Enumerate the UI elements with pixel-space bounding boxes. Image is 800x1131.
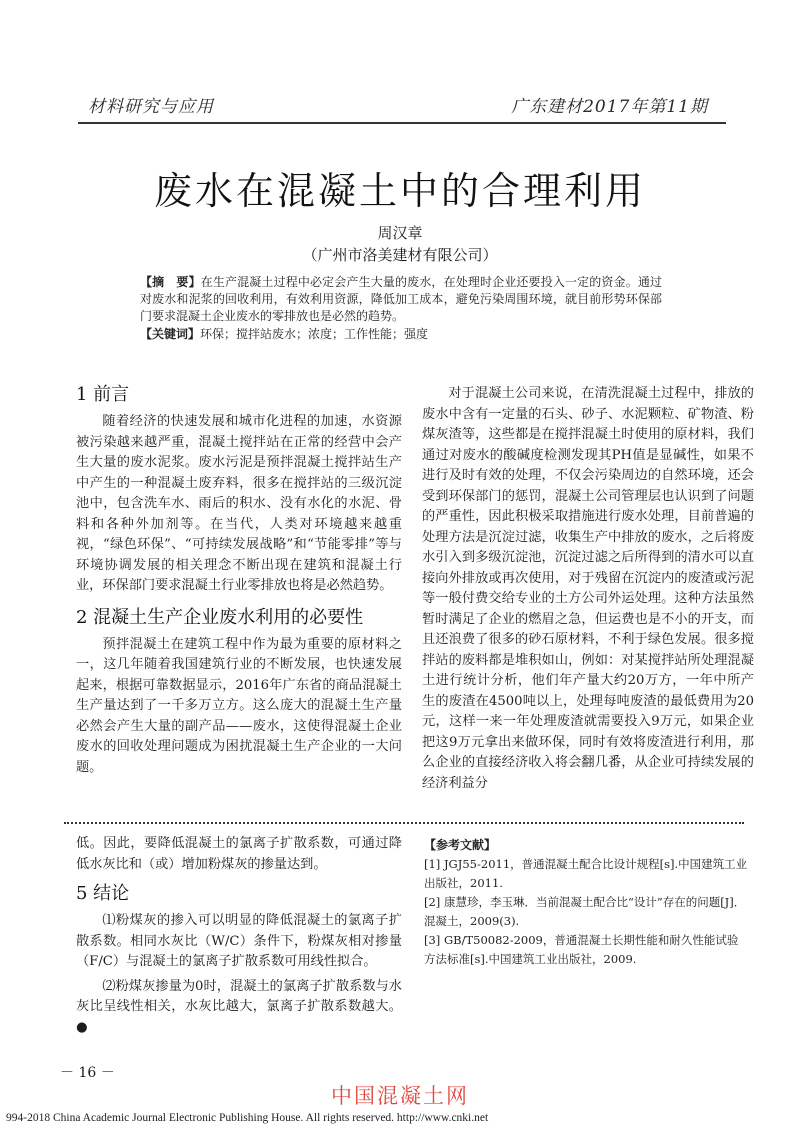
affiliation: （广州市洛美建材有限公司） (302, 246, 498, 264)
left-column-lower (76, 834, 402, 1038)
section-1-heading: 1 前言 (76, 384, 130, 405)
author: 周汉章 (377, 224, 423, 242)
abstract-label: 【摘 要】 (140, 275, 201, 289)
section-separator (64, 822, 744, 824)
page-number: － 16 － (60, 1065, 115, 1081)
journal-issue-label: 广东建材2017年第11期 (511, 97, 708, 117)
conclusion-item-1: ⑴粉煤灰的掺入可以明显的降低混凝土的氯离子扩散系数。相同水灰比（W/C）条件下，粉煤灰相对掺量（F/C）与混凝土的氯离子扩散系数可用线性拟合。 (76, 913, 402, 969)
reference-item: [1] JGJ55-2011，普通混凝土配合比设计规程[s].中国建筑工业出版社，2011. (424, 857, 748, 890)
reference-item: [3] GB/T50082-2009，普通混凝土长期性能和耐久性能试验方法标准[s].中国建筑工业出版社，2009. (424, 933, 739, 966)
references-heading: 【参考文献】 (424, 838, 497, 852)
copyright-footer: 994-2018 China Academic Journal Electronic Publishing House. All rights reserved. http://www.cnki.net (6, 1112, 489, 1124)
conclusion-heading: 5 结论 (76, 883, 130, 904)
references (424, 836, 748, 969)
reference-item: [2] 康慧珍，李玉琳．当前混凝土配合比“设计”存在的问题[J]．混凝土，2009(3). (424, 895, 746, 928)
continuation-paragraph: 低。因此，要降低混凝土的氯离子扩散系数，可通过降低水灰比和（或）增加粉煤灰的掺量达到。 (76, 836, 402, 872)
journal-section-label: 材料研究与应用 (88, 97, 214, 117)
right-column-upper (422, 384, 754, 794)
right-column-paragraph: 对于混凝土公司来说，在清洗混凝土过程中，排放的废水中含有一定量的石头、砂子、水泥颗粒、矿物渣、粉煤灰渣等，这些都是在搅拌混凝土时使用的原材料，我们通过对废水的酸碱度检测发现其PH值是显碱性，如果不进行及时有效的处理，不仅会污染周边的自然环境，还会受到环保部门的惩罚，混凝土公司管理层也认识到了问题的严重性，因此积极采取措施进行废水处理，目前普遍的处理方法是沉淀过滤，收集生产中排放的废水，之后将废水引入到多级沉淀池，沉淀过滤之后所得到的清水可以直接向外排放或再次使用，对于残留在沉淀内的废渣或污泥等一般付费交给专业的土方公司外运处理。这种方法虽然暂时满足了企业的燃眉之急，但运费也是不小的开支，而且还浪费了很多的砂石原材料，不利于绿色发展。很多搅拌站的废料都是堆积如山，例如：对某搅拌站所处理混凝土进行统计分析，他们年产量大约20万方，一年中所产生的废渣在4500吨以上，处理每吨废渣的最低费用为20元，这样一来一年处理废渣就需要投入9万元，如果企业把这9万元拿出来做环保，同时有效将废渣进行利用，那么企业的直接经济收入将会翻几番，从企业可持续发展的经济利益分 (422, 386, 754, 791)
keywords-text: 环保；搅拌站废水；浓度；工作性能；强度 (200, 327, 429, 341)
section-2-paragraph: 预拌混凝土在建筑工程中作为最为重要的原材料之一，这几年随着我国建筑行业的不断发展，也快速发展起来，根据可靠数据显示，2016年广东省的商品混凝土生产量达到了一千多万立方。这么庞大的混凝土生产量必然会产生大量的副产品——废水，这使得混凝土企业废水的回收处理问题成为困扰混凝土生产企业的一大问题。 (76, 636, 402, 775)
header-rule (78, 122, 726, 124)
article-title: 废水在混凝土中的合理利用 (153, 169, 646, 213)
abstract-text: 在生产混凝土过程中必定会产生大量的废水，在处理时企业还要投入一定的资金。通过对废水和泥浆的回收利用，有效利用资源，降低加工成本，避免污染周围环境，就目前形势环保部门要求混凝土企业废水的零排放也是必然的趋势。 (140, 275, 662, 323)
left-column-upper (76, 384, 402, 778)
keywords (140, 326, 662, 343)
section-2-heading: 2 混凝土生产企业废水利用的必要性 (76, 606, 364, 628)
abstract (140, 274, 662, 325)
watermark: 中国混凝土网 (331, 1084, 469, 1108)
keywords-label: 【关键词】 (140, 327, 201, 341)
conclusion-item-2: ⑵粉煤灰掺量为0时，混凝土的氯离子扩散系数与水灰比呈线性相关，水灰比越大，氯离子扩散系数越大。● (76, 978, 402, 1035)
section-1-paragraph: 随着经济的快速发展和城市化进程的加速，水资源被污染越来越严重，混凝土搅拌站在正常的经营中会产生大量的废水泥浆。废水污泥是预拌混凝土搅拌站生产中产生的一种混凝土废弃料，很多在搅拌站的三级沉淀池中，包含洗车水、雨后的积水、没有水化的水泥、骨料和各种外加剂等。在当代，人类对环境越来越重视，“绿色环保”、“可持续发展战略”和“节能零排”等与环境协调发展的相关理念不断出现在建筑和混凝土行业，环保部门要求混凝土行业零排放也将是必然趋势。 (76, 414, 402, 593)
